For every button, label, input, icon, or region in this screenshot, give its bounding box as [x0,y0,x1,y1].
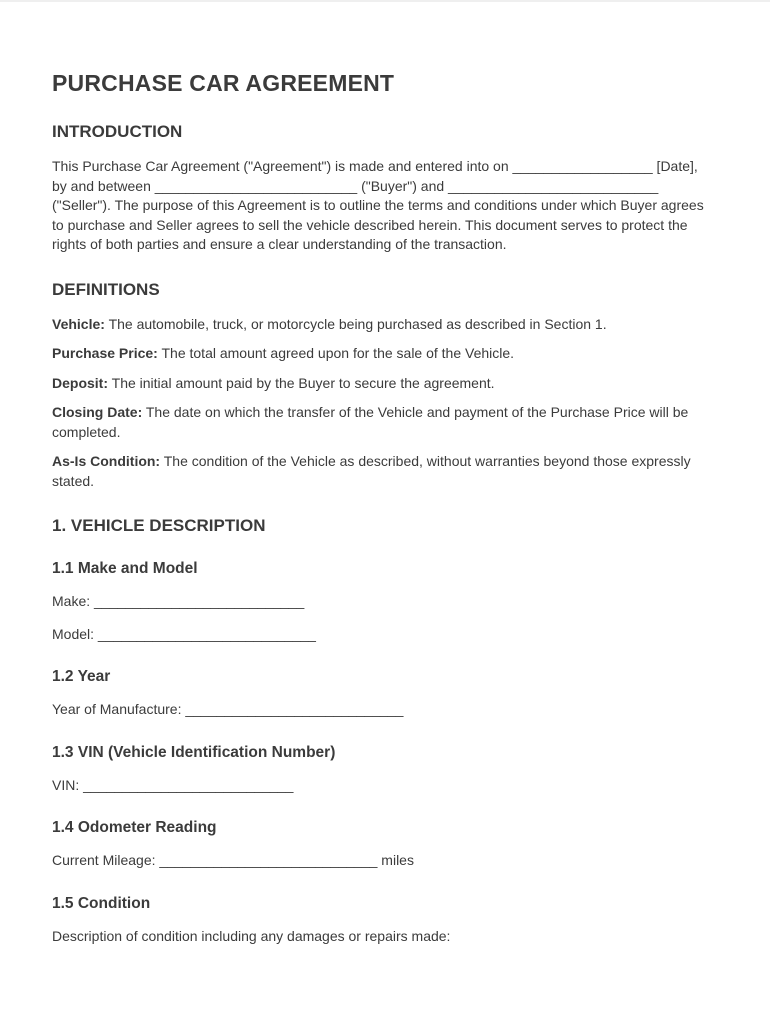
subsection-heading-year: 1.2 Year [52,668,111,685]
definition-vehicle [52,315,710,335]
definition-text-deposit: The initial amount paid by the Buyer to secure the agreement. [111,374,495,391]
model-blank-line[interactable]: ____________________________ [97,625,316,642]
definition-term-deposit: Deposit: [52,374,108,391]
condition-description-text: Description of condition including any damages or repairs made: [52,927,451,944]
mileage-field-row [52,851,710,871]
subsection-heading-make-model: 1.1 Make and Model [52,560,198,577]
year-label: Year of Manufacture: [52,701,182,717]
definition-deposit [52,374,710,394]
mileage-label: Current Mileage: [52,852,156,868]
vin-field-row [52,776,710,796]
year-field-row [52,700,710,720]
definition-term-closing-date: Closing Date: [52,404,143,420]
definition-text-vehicle: The automobile, truck, or motorcycle being purchased as described in Section 1. [108,315,607,332]
make-label: Make: [52,593,91,609]
definition-purchase-price [52,344,710,364]
definition-term-vehicle: Vehicle: [52,315,105,332]
definition-text-purchase-price: The total amount agreed upon for the sale of the Vehicle. [161,345,515,361]
year-blank-line[interactable]: ____________________________ [185,701,404,717]
vin-label: VIN: [52,776,80,793]
subsection-heading-vin: 1.3 VIN (Vehicle Identification Number) [52,743,336,761]
make-field-row [52,592,710,612]
document-page [0,2,770,1024]
mileage-blank-line[interactable]: ____________________________ [159,852,378,868]
definition-as-is-condition [52,452,710,491]
document-title: PURCHASE CAR AGREEMENT [52,70,395,96]
make-blank-line[interactable]: ___________________________ [94,593,305,609]
section-heading-definitions: DEFINITIONS [52,279,160,299]
section-heading-introduction: INTRODUCTION [52,122,183,141]
definition-text-closing-date: The date on which the transfer of the Vehicle and payment of the Purchase Price will be completed. [52,404,689,440]
mileage-unit-label: miles [381,852,414,868]
model-field-row [52,625,710,645]
definition-text-as-is-condition: The condition of the Vehicle as described, without warranties beyond those expressly stated. [52,453,691,489]
definition-term-as-is-condition: As-Is Condition: [52,453,161,469]
definition-closing-date [52,403,710,442]
subsection-heading-condition: 1.5 Condition [52,894,151,912]
introduction-paragraph: This Purchase Car Agreement ("Agreement") is made and entered into on __________________ [Date], by and between __________________________ ("Buyer") and ___________________________ ("Seller"). The purpose of this Agreement is to outline the terms and conditions under which Buyer agrees to purchase and Seller agrees to sell the vehicle described herein. This document serves to protect the rights of both parties and ensure a clear understanding of the transaction. [52,158,704,252]
model-label: Model: [52,625,95,642]
vin-blank-line[interactable]: ___________________________ [83,776,294,793]
section-heading-vehicle-description: 1. VEHICLE DESCRIPTION [52,516,266,535]
subsection-heading-odometer: 1.4 Odometer Reading [52,819,217,836]
definition-term-purchase-price: Purchase Price: [52,345,158,361]
